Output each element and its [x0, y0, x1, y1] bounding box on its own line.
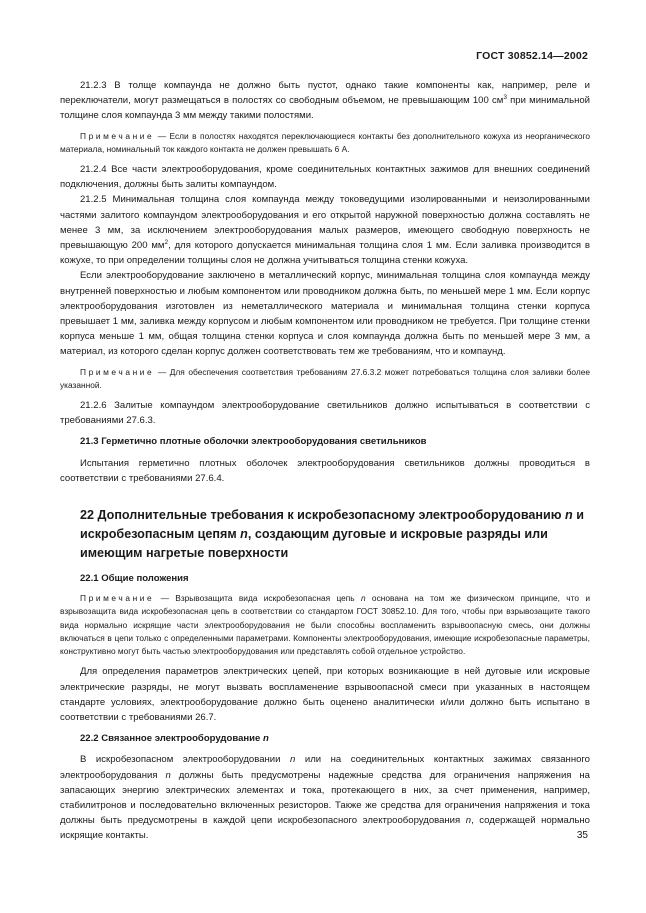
paragraph-21-2-6: 21.2.6 Залитые компаундом электрооборудование светильников должно испытываться в соответствии с требованиями 27.6.3.	[60, 400, 590, 427]
paragraph-21-2-4: 21.2.4 Все части электрооборудования, кроме соединительных контактных зажимов для внешних соединений подключения, должны быть залиты компаундом.	[60, 164, 590, 191]
paragraph-21-2-5: 21.2.5 Минимальная толщина слоя компаунда между токоведущими изолированными и неизолированными частями залитого компаундом электрооборудования и его открытой наружной поверхностью должна составлять не менее 3 мм, за исключением электрооборудования малых размеров, имеющего свободную поверхность не превышающую 200 $мм^2$, для которого допускается минимальная толщина слоя 1 мм. Если заливка производится в кожухе, то при определении толщины слоя не должна учитываться толщина стенки кожуха.	[60, 194, 590, 267]
paragraph-21-3: Испытания герметично плотных оболочек электрооборудования светильников должны проводиться в соответствии с требованиями 27.6.4.	[60, 457, 590, 484]
heading-21-3: 21.3 Герметично плотные оболочки электрооборудования светильников	[80, 436, 427, 448]
note-3: Примечание — Взрывозащита вида искробезопасная цепь n основана на том же физическом принципе, что и взрывозащита вида искробезопасная цепь в соответствии со стандартом ГОСТ 30852.10. Для того, чтобы при взрывозащите такого вида нормально искрящие части электрооборудования не были способны воспламенить взрывоопасную смесь, они должны включаться в цепи только с определенными параметрами. Компоненты электрооборудования, имеющие искробезопасные параметры, конструктивно могут быть частью электрооборудования или представлять собой отдельное устройство.	[60, 593, 590, 657]
document-body	[60, 78, 590, 844]
note-2: Примечание — Для обеспечения соответствия требованиям 27.6.3.2 может потребоваться толщина слоя заливки более указанной.	[60, 366, 590, 390]
paragraph-22-1: Для определения параметров электрических цепей, при которых возникающие в ней дуговые или искровые электрические разряды, не могут вызвать воспламенение взрывоопасной смеси при указанных в настоящем стандарте условиях, электрооборудование должно быть оценено аналитически и/или должно быть испытано в соответствии с требованиями 26.7.	[60, 666, 590, 723]
heading-22-2: 22.2 Связанное электрооборудование n	[80, 733, 269, 745]
section-22-title: 22 Дополнительные требования к искробезопасному электрооборудованию n и искробезопасным цепям n, создающим дуговые и искровые разряды или имеющим нагретые поверхности	[80, 508, 584, 561]
note-1: Примечание — Если в полостях находятся переключающиеся контакты без дополнительного кожуха из неорганического материала, номинальный ток каждого контакта не должен превышать 6 А.	[60, 130, 590, 154]
paragraph-21-2-3: 21.2.3 В толще компаунда не должно быть пустот, однако такие компоненты как, например, реле и переключатели, могут размещаться в полостях со свободным объемом, не превышающим 100 $см^3$ при минимальной толщине слоя компаунда 3 мм между такими полостями.	[60, 80, 590, 122]
standard-header: ГОСТ 30852.14—2002	[476, 50, 588, 62]
page-number: 35	[576, 830, 588, 841]
paragraph-metal-housing: Если электрооборудование заключено в металлический корпус, минимальная толщина слоя компаунда между внутренней поверхностью и любым компонентом или проводником должна быть, по меньшей мере 1 мм. Если корпус электрооборудования изготовлен из неметаллического материала и минимальная толщина стенки корпуса превышает 1 мм, заливка между корпусом и любым компонентом или проводником не требуется. При толщине стенки корпуса меньше 1 мм, общая толщина стенки корпуса и слоя компаунда должна быть по меньшей мере 3 мм, а материал, из которого сделан корпус должен соответствовать тем же требованиям, что и компаунд.	[60, 270, 590, 358]
heading-22-1: 22.1 Общие положения	[80, 573, 189, 585]
paragraph-22-2: В искробезопасном электрооборудовании n или на соединительных контактных зажимах связанного электрооборудования n должны быть предусмотрены надежные средства для ограничения напряжения на запасающих энергию электрических элементах и тока, протекающего в них, за счет применения, например, стабилитронов и последовательно включенных резисторов. Также же средства для ограничения напряжения и тока должны быть предусмотрены в каждой цепи искробезопасного электрооборудования n, содержащей нормально искрящие контакты.	[60, 754, 590, 842]
